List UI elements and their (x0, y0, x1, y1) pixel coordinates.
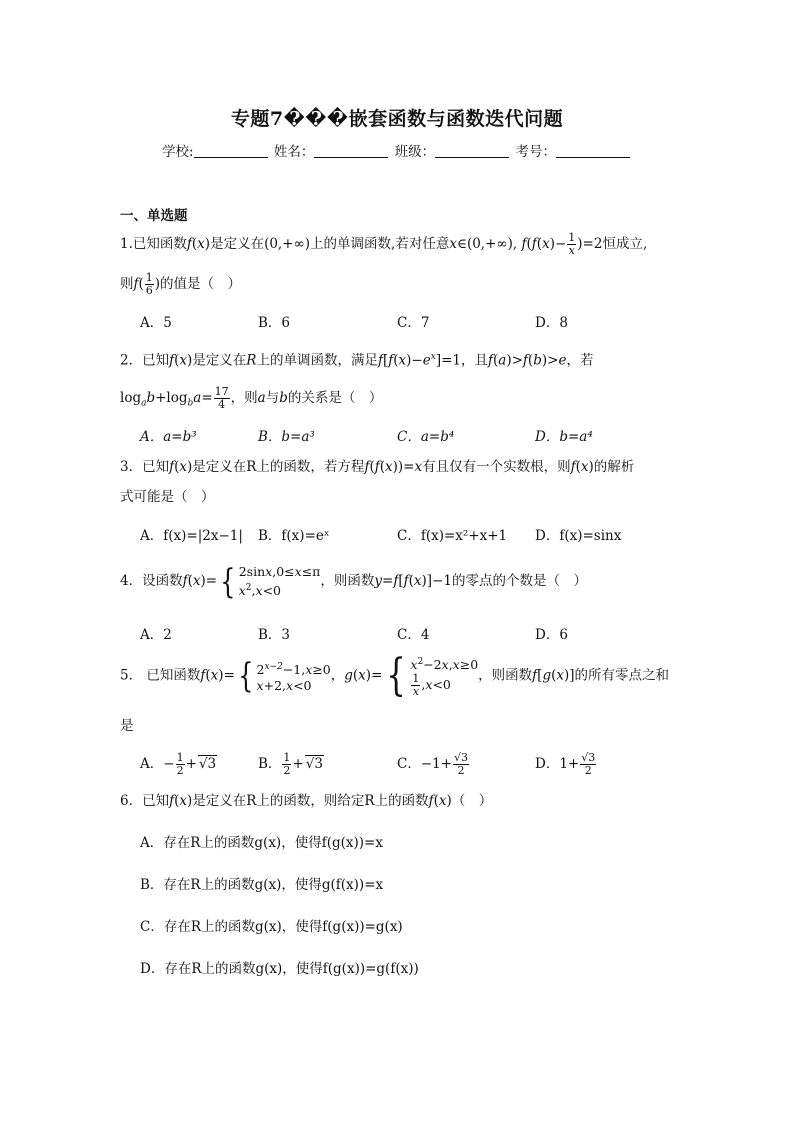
q5-option-a[interactable]: A．− $\frac{1}{2}$ + √3 (140, 751, 217, 777)
question-5-line-2: 是 (120, 718, 134, 734)
q2-option-a[interactable]: A．a=b³ (140, 429, 197, 445)
q1-option-d[interactable]: D．8 (535, 315, 568, 331)
class-label: 班级： (394, 144, 436, 160)
number-blank[interactable] (556, 145, 630, 158)
school-blank[interactable] (194, 145, 268, 158)
q2-option-c[interactable]: C．a=b⁴ (397, 429, 455, 445)
q6-option-b[interactable]: B．存在R上的函数g(x)，使得g(f(x))=x (140, 877, 384, 893)
question-6-line-1: 6．已知f(x)是定义在R上的函数，则给定R上的函数f(x)（ ） (120, 793, 493, 809)
name-blank[interactable] (314, 145, 388, 158)
section-heading: 一、单选题 (120, 208, 188, 224)
q2-option-d[interactable]: D．b=a⁴ (535, 429, 593, 445)
q1-option-a[interactable]: A．5 (140, 315, 172, 331)
q2-option-b[interactable]: B．b=a³ (258, 429, 315, 445)
question-1-options (140, 311, 700, 333)
q4-option-a[interactable]: A．2 (140, 627, 172, 643)
q4-option-d[interactable]: D．6 (535, 627, 568, 643)
question-3-line-1: 3．已知f(x)是定义在R上的函数，若方程f(f(x))=x有且仅有一个实数根，则f(x)的解析 (120, 459, 635, 475)
q6-option-c[interactable]: C．存在R上的函数g(x)，使得f(g(x))=g(x) (140, 919, 403, 935)
number-label: 考号： (515, 144, 556, 160)
question-2-line-2: $\log_ab+\log_ba=$ $\frac{17}{4}$ ，则a与b的关系是（ ） (120, 385, 383, 411)
page-title: 专题7���嵌套函数与函数迭代问题 (230, 108, 564, 130)
q4-option-b[interactable]: B．3 (258, 627, 291, 643)
q3-option-c[interactable]: C．f(x)=x²+x+1 (397, 528, 508, 544)
q1-option-c[interactable]: C．7 (397, 315, 430, 331)
question-5-line-1: 5． 已知函数f(x)={ $2^{x-2}-1,x\ge 0$ x+2,x<0 ，g(x)={ $x^2-2x,x\ge 0$ $\frac{1}{x}$ ,x<0 ，则函数f[g(x)]的所有零点之和 (120, 650, 670, 702)
q4-option-c[interactable]: C．4 (397, 627, 430, 643)
q5-option-c[interactable]: C．−1+ $\frac{√3}{2}$ (397, 751, 469, 777)
question-4-text: 4．设函数f(x)={ 2sinx,0≤x≤π $x^2,x<0$ ，则函数y=f[f(x)]−1的零点的个数是（ ） (120, 561, 587, 602)
question-4-options (140, 623, 700, 645)
class-blank[interactable] (435, 145, 509, 158)
school-label: 学校: (162, 144, 194, 160)
q3-option-a[interactable]: A．f(x)=|2x−1| (140, 528, 243, 544)
q6-option-a[interactable]: A．存在R上的函数g(x)，使得f(g(x))=x (140, 835, 383, 851)
q6-option-d[interactable]: D．存在R上的函数g(x)，使得f(g(x))=g(f(x)) (140, 961, 419, 977)
q3-option-b[interactable]: B．f(x)=eˣ (258, 528, 330, 544)
q5-option-d[interactable]: D．1+ $\frac{√3}{2}$ (535, 751, 596, 777)
question-3-line-2: 式可能是（ ） (120, 489, 215, 505)
name-label: 姓名： (273, 144, 315, 160)
question-3-options (140, 524, 700, 546)
question-5-options (140, 751, 700, 777)
question-1-line-1: 1.已知函数f(x)是定义在(0,+∞)上的单调函数,若对任意x∈(0,+∞), f(f(x)− $\frac{1}{x}$ )=2恒成立, (120, 231, 648, 257)
question-1-line-2: 则f( $\frac{1}{6}$ )的值是（ ） (120, 271, 242, 297)
question-2-line-1: 2．已知f(x)是定义在R上的单调函数，满足$f[f(x)-e^x]=1$，且f(a)>f(b)>e，若 (120, 352, 594, 369)
q1-option-b[interactable]: B．6 (258, 315, 291, 331)
q3-option-d[interactable]: D．f(x)=sinx (535, 528, 622, 544)
question-2-options (140, 425, 700, 447)
student-info-line (0, 140, 794, 160)
q5-option-b[interactable]: B． $\frac{1}{2}$ + √3 (258, 751, 323, 777)
